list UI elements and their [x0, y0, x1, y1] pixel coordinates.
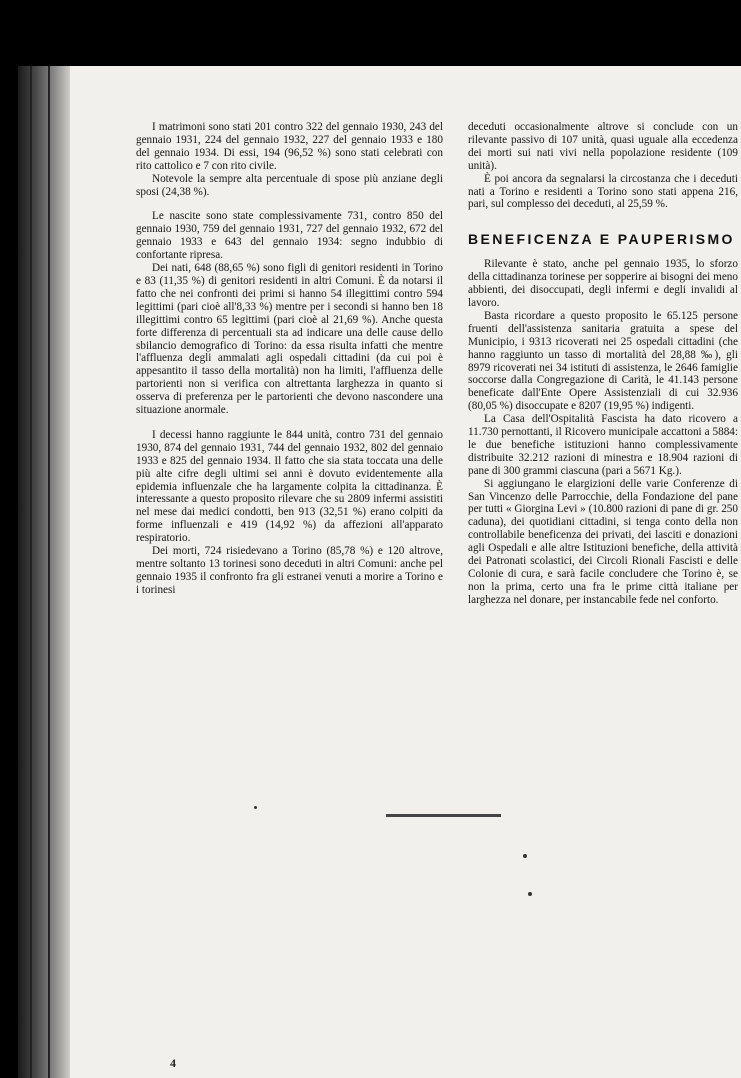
paragraph-brides: Notevole la sempre alta percentuale di spose più anziane degli sposi (24,38 %).	[136, 172, 443, 198]
book-spine-shadow	[18, 66, 70, 1078]
paragraph-donations: Si aggiungano le elargizioni delle varie Conferenze di San Vincenzo delle Parrocchie, della Fondazione del pane per tutti « Giorgina Levi » (10.800 razioni di pane di gr. 250 caduna), dei quotidiani cittadini, si tenga conto della non controllabile beneficenza dei privati, dei lasciti e donazioni agli Ospedali e alle altre Istituzioni benefiche, della attività dei Patronati scolastici, dei Circoli Rionali Fascisti e delle Colonie di cura, e sarà facile concludere che Torino è, se non la prima, certo una fra le prime città italiane per larghezza nel donare, per instancabile fede nel conforto.	[468, 477, 738, 606]
spine-line	[30, 66, 32, 1078]
ink-spot	[254, 806, 257, 809]
section-heading: BENEFICENZA E PAUPERISMO	[468, 231, 735, 248]
divider-rule	[386, 814, 501, 817]
paragraph-dead-residents: Dei morti, 724 risiedevano a Torino (85,78 %) e 120 altrove, mentre soltanto 13 torinesi sono deceduti in altri Comuni: anche pel gennaio 1935 il confronto fra gli estranei venuti a morire a Torino e i torinesi	[136, 545, 443, 596]
paragraph-born-residents: Dei nati, 648 (88,65 %) sono figli di genitori residenti in Torino e 83 (11,35 %) di genitori residenti in altri Comuni. È da notarsi il fatto che nei confronti dei primi si hanno 54 illegittimi contro 594 legittimi (pari cioè all'8,33 %) mentre per i secondi si hanno ben 18 illegittimi contro 65 legittimi (pari cioè al 21,69 %). Anche questa forte differenza di percentuali sta ad indicare una delle cause dello sbilancio demografico di Torino: da essa risulta infatti che mentre l'affluenza degli ammalati agli ospedali cittadini (da cui poi è appesantito il tasso della mortalità) non ha limiti, l'affluenza delle partorienti non si verifica con altrettanta larghezza in quanto si osserva di preferenza per le partorienti che devono nascondere una situazione anormale.	[136, 262, 443, 417]
paragraph-charity-effort: Rilevante è stato, anche pel gennaio 1935, lo sforzo della cittadinanza torinese per sopperire ai bisogni dei meno abbienti, dei disoccupati, degli infermi e degli invalidi al lavoro.	[468, 258, 738, 309]
paragraph-assistance-figures: Basta ricordare a questo proposito le 65.125 persone fruenti dell'assistenza sanitaria gratuita a spese del Municipio, i 9313 ricoverati nei 25 ospedali cittadini (che hanno raggiunto un tasso di mortalità del 28,88 ‰), gli 8979 ricoverati nei 34 istituti di assistenza, le 2646 famiglie soccorse dalla Congregazione di Carità, le 41.143 persone beneficate dall'Ente Opere Assistenziali di cui 32.936 (80,05 %) disoccupate e 8207 (19,95 %) indigenti.	[468, 309, 738, 413]
right-text-column	[468, 121, 738, 607]
paragraph-deceased-elsewhere: deceduti occasionalmente altrove si conclude con un rilevante passivo di 107 unità, quasi uguale alla eccedenza dei morti sui nati vivi nella popolazione residente (109 unità).	[468, 121, 738, 172]
page-number: 4	[170, 1056, 176, 1070]
ink-spot	[523, 854, 527, 858]
paragraph-hospitality-house: La Casa dell'Ospitalità Fascista ha dato ricovero a 11.730 pernottanti, il Ricovero municipale accattoni a 5884: le due benefiche istituzioni hanno complessivamente distribuite 32.212 razioni di minestra e 18.904 razioni di pane di 300 grammi ciascuna (pari a 5671 Kg.).	[468, 413, 738, 477]
paragraph-marriages: I matrimoni sono stati 201 contro 322 del gennaio 1930, 243 del gennaio 1931, 224 del gennaio 1932, 227 del gennaio 1933 e 180 del gennaio 1934. Di essi, 194 (96,52 %) sono stati celebrati con rito cattolico e 7 con rito civile.	[136, 121, 443, 172]
paragraph-deceased-torino: È poi ancora da segnalarsi la circostanza che i deceduti nati a Torino e residenti a Torino sono stati appena 216, pari, sul complesso dei deceduti, al 25,59 %.	[468, 172, 738, 211]
left-text-column	[136, 121, 443, 597]
paragraph-deaths: I decessi hanno raggiunte le 844 unità, contro 731 del gennaio 1930, 874 del gennaio 1931, 744 del gennaio 1932, 802 del gennaio 1933 e 825 del gennaio 1934. Il fatto che sia stata toccata una delle più alte cifre degli ultimi sei anni è dovuto evidentemente alla epidemia influenzale che ha largamente colpita la cittadinanza. È interessante a questo proposito rilevare che su 2809 infermi assistiti nel mese dai medici condotti, ben 913 (32,51 %) erano colpiti da forme influenzali e 419 (14,92 %) da affezioni all'apparato respiratorio.	[136, 428, 443, 545]
spine-line	[48, 66, 50, 1078]
paragraph-births: Le nascite sono state complessivamente 731, contro 850 del gennaio 1930, 759 del gennaio 1931, 727 del gennaio 1932, 672 del gennaio 1933 e 643 del gennaio 1934: segno indubbio di confortante ripresa.	[136, 210, 443, 262]
ink-spot	[528, 892, 532, 896]
scanned-page	[18, 66, 741, 1078]
